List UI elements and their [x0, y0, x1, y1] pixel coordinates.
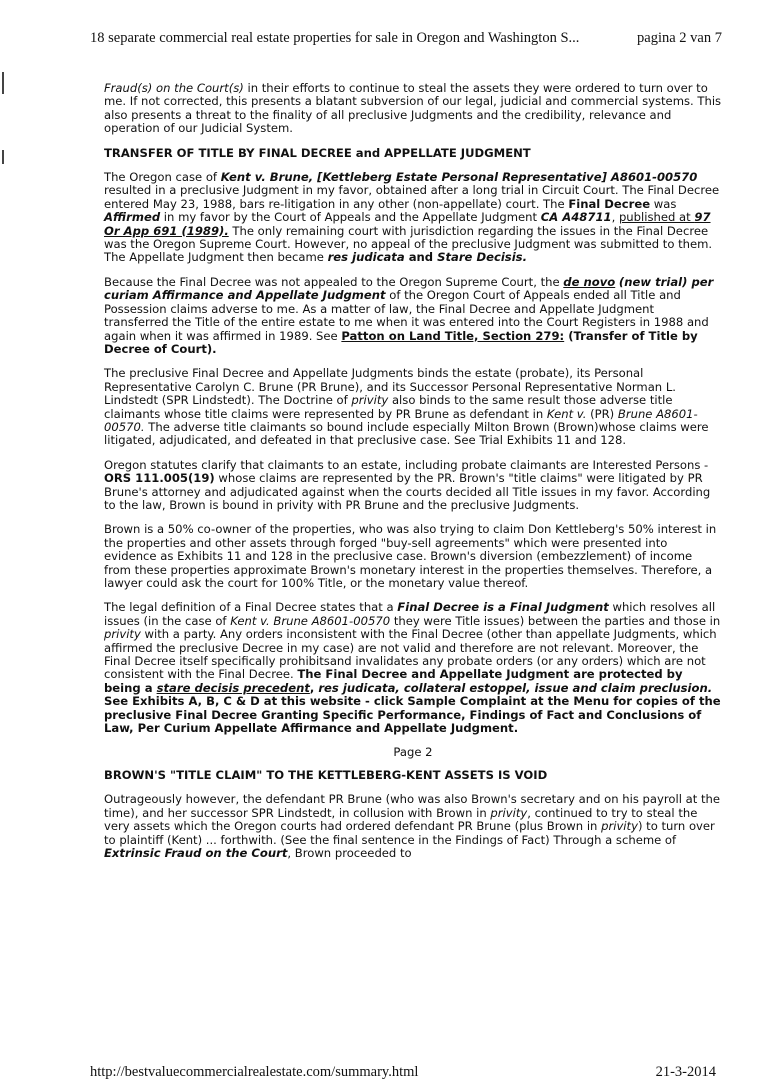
- page-indicator: pagina 2 van 7: [637, 30, 722, 46]
- paragraph-legal-definition: The legal definition of a Final Decree states that a Final Decree is a Final Judgment which resolves all issues (in the case of Kent v. Brune A8601-00570 they were Title issues) between the parties and those in privity with a party. Any orders inconsistent with the Final Decree (other than appellate Judgments, which affirmed the preclusive Decree in my case) are not valid and therefore are not relevant. Moreover, the Final Decree itself specifically prohibitsand invalidates any probate orders (or any orders) which are not consistent with the Final Decree. The Final Decree and Appellate Judgment are protected by being a stare decisis precedent, res judicata, collateral estoppel, issue and claim preclusion. See Exhibits A, B, C & D at this website - click Sample Complaint at the Menu for copies of the preclusive Final Decree Granting Specific Performance, Findings of Fact and Conclusions of Law, Per Curium Appellate Affirmance and Appellate Judgment.: [104, 600, 721, 736]
- fraud-on-court-phrase: Fraud(s) on the Court(s): [104, 81, 244, 95]
- scan-edge-mark: [2, 72, 4, 94]
- paragraph-brown-coowner: Brown is a 50% co-owner of the properties, who was also trying to claim Don Kettleberg's 50% interest in the properties and other assets through forged "buy-sell agreements" which were presented into evidence as Exhibits 11 and 128 in the preclusive case. Brown's diversion (embezzlement) of income from these properties approximate Brown's monetary interest in the properties themselves. Therefore, a lawyer could ask the court for 100% Title, or the monetary value thereof.: [104, 522, 717, 590]
- print-header: [90, 30, 722, 47]
- page-url: http://bestvaluecommercialrealestate.com/summary.html: [90, 1064, 419, 1080]
- paragraph-outrageously: Outrageously however, the defendant PR Brune (who was also Brown's secretary and on his payroll at the time), and her successor SPR Lindstedt, in collusion with Brown in privity, continued to try to steal the very assets which the Oregon courts had ordered defendant PR Brune (plus Brown in privity) to turn over to plaintiff (Kent) ... forthwith. (See the final sentence in the Findings of Fact) Through a scheme of Extrinsic Fraud on the Court, Brown proceeded to: [104, 792, 720, 860]
- print-footer: [90, 1064, 716, 1081]
- paragraph-oregon-case: The Oregon case of Kent v. Brune, [Kettleberg Estate Personal Representative] A8601-00570 resulted in a preclusive Judgment in my favor, obtained after a long trial in Circuit Court. The Final Decree entered May 23, 1988, bars re-litigation in any other (non-appellate) court. The Final Decree was Affirmed in my favor by the Court of Appeals and the Appellate Judgment CA A48711, published at 97 Or App 691 (1989). The only remaining court with jurisdiction regarding the issues in the Final Decree was the Oregon Supreme Court. However, no appeal of the preclusive Judgment was submitted to them. The Appellate Judgment then became res judicata and Stare Decisis.: [104, 170, 720, 265]
- section-heading-transfer: TRANSFER OF TITLE BY FINAL DECREE and APPELLATE JUDGMENT: [104, 145, 531, 160]
- paragraph-preclusive-judgments: The preclusive Final Decree and Appellate Judgments binds the estate (probate), its Personal Representative Carolyn C. Brune (PR Brune), and its Successor Personal Representative Norman L. Lindstedt (SPR Lindstedt). The Doctrine of privity also binds to the same result those adverse title claimants whose title claims were represented by PR Brune as defendant in Kent v. (PR) Brune A8601-00570. The adverse title claimants so bound include especially Milton Brown (Brown)whose claims were litigated, adjudicated, and defeated in that preclusive case. See Trial Exhibits 11 and 128.: [104, 366, 709, 448]
- ors-citation: ORS 111.005(19): [104, 471, 215, 486]
- patton-reference: Patton on Land Title, Section 279:: [341, 328, 565, 343]
- page-number-mark: Page 2: [393, 745, 433, 760]
- scan-edge-mark: [2, 150, 4, 164]
- case-citation: Kent v. Brune, [Kettleberg Estate Personal Representative] A8601-00570: [220, 170, 698, 185]
- document-body: [104, 82, 722, 871]
- paragraph-final-decree-not-appealed: Because the Final Decree was not appealed to the Oregon Supreme Court, the de novo (new trial) per curiam Affirmance and Appellate Judgment of the Oregon Court of Appeals ended all Title and Possession claims adverse to me. As a matter of law, the Final Decree and Appellate Judgment transferred the Title of the entire estate to me when it was entered into the Court Registers in 1988 and again when it was affirmed in 1989. See Patton on Land Title, Section 279: (Transfer of Title by Decree of Court).: [104, 274, 714, 356]
- document-title: 18 separate commercial real estate properties for sale in Oregon and Washington S...: [90, 30, 580, 46]
- intro-paragraph: Fraud(s) on the Court(s) in their efforts to continue to steal the assets they were ordered to turn over to me. If not corrected, this presents a blatant subversion of our legal, judicial and commercial systems. This also presents a threat to the finality of all preclusive Judgments and the credibility, relevance and operation of our Judicial System.: [104, 81, 722, 136]
- citation-or-app: 97 Or App 691 (1989).: [104, 210, 711, 238]
- section-heading-brown-title-claim: BROWN'S "TITLE CLAIM" TO THE KETTLEBERG-KENT ASSETS IS VOID: [104, 767, 548, 782]
- paragraph-oregon-statutes: Oregon statutes clarify that claimants to an estate, including probate claimants are Interested Persons - ORS 111.005(19) whose claims are represented by the PR. Brown's "title claims" were litigated by PR Brune's attorney and adjudicated against when the courts decided all Title issues in my favor. According to the law, Brown is bound in privity with PR Brune and the preclusive Judgments.: [104, 457, 711, 512]
- print-date: 21-3-2014: [655, 1064, 716, 1080]
